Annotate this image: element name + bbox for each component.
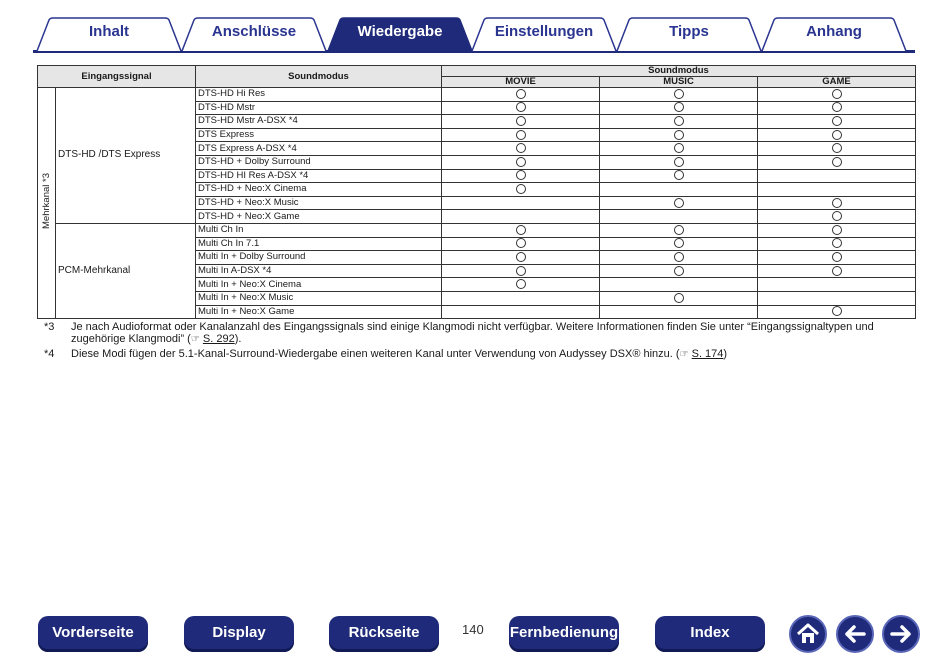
available-circle-icon bbox=[516, 279, 526, 289]
available-circle-icon bbox=[832, 266, 842, 276]
available-circle-icon bbox=[674, 266, 684, 276]
sound-mode-name: Multi In A-DSX *4 bbox=[196, 264, 442, 278]
home-button[interactable] bbox=[789, 615, 827, 653]
sound-mode-name: Multi In + Dolby Surround bbox=[196, 251, 442, 265]
availability-music bbox=[600, 142, 758, 156]
footnote-end: ). bbox=[234, 333, 242, 345]
available-circle-icon bbox=[674, 225, 684, 235]
footnote-4 bbox=[44, 348, 914, 361]
tab-anhang[interactable] bbox=[760, 17, 908, 51]
available-circle-icon bbox=[832, 306, 842, 316]
sound-mode-name: DTS-HD HI Res A-DSX *4 bbox=[196, 169, 442, 183]
availability-game bbox=[758, 169, 916, 183]
tab-bar bbox=[0, 0, 950, 56]
sound-mode-name: Multi Ch In bbox=[196, 223, 442, 237]
available-circle-icon bbox=[516, 238, 526, 248]
availability-music bbox=[600, 223, 758, 237]
footnote-text: Diese Modi fügen der 5.1-Kanal-Surround-Wiedergabe einen weiteren Kanal unter Verwendung von Audyssey DSX® hinzu. ( bbox=[71, 348, 680, 360]
input-signal-group: DTS-HD /DTS Express bbox=[56, 88, 196, 224]
availability-music bbox=[600, 237, 758, 251]
availability-music bbox=[600, 291, 758, 305]
back-button[interactable] bbox=[836, 615, 874, 653]
button-label: Index bbox=[690, 624, 730, 641]
available-circle-icon bbox=[516, 102, 526, 112]
availability-music bbox=[600, 115, 758, 129]
available-circle-icon bbox=[832, 211, 842, 221]
availability-movie bbox=[442, 183, 600, 197]
availability-game bbox=[758, 128, 916, 142]
page-reference-link[interactable]: S. 292 bbox=[202, 333, 235, 345]
available-circle-icon bbox=[516, 184, 526, 194]
sound-mode-name: DTS-HD + Neo:X Music bbox=[196, 196, 442, 210]
availability-music bbox=[600, 264, 758, 278]
availability-game bbox=[758, 196, 916, 210]
availability-movie bbox=[442, 223, 600, 237]
table-body bbox=[38, 88, 916, 319]
available-circle-icon bbox=[516, 266, 526, 276]
table-row bbox=[38, 223, 916, 237]
available-circle-icon bbox=[516, 143, 526, 153]
availability-music bbox=[600, 196, 758, 210]
sound-mode-name: Multi In + Neo:X Cinema bbox=[196, 278, 442, 292]
home-icon bbox=[795, 621, 821, 647]
pointing-hand-icon: ☞ bbox=[190, 334, 200, 345]
availability-movie bbox=[442, 291, 600, 305]
sound-mode-name: Multi In + Neo:X Music bbox=[196, 291, 442, 305]
sound-mode-name: DTS Express bbox=[196, 128, 442, 142]
available-circle-icon bbox=[674, 143, 684, 153]
pointing-hand-icon: ☞ bbox=[679, 349, 689, 360]
availability-movie bbox=[442, 251, 600, 265]
available-circle-icon bbox=[832, 143, 842, 153]
availability-movie bbox=[442, 264, 600, 278]
sound-mode-name: DTS-HD + Neo:X Cinema bbox=[196, 183, 442, 197]
availability-music bbox=[600, 155, 758, 169]
tab-label: Tipps bbox=[669, 23, 709, 40]
available-circle-icon bbox=[674, 157, 684, 167]
table-row bbox=[38, 88, 916, 102]
availability-music bbox=[600, 88, 758, 102]
button-label: Fernbedienung bbox=[509, 624, 619, 641]
available-circle-icon bbox=[832, 89, 842, 99]
tab-anschluesse[interactable] bbox=[180, 17, 328, 51]
button-label: Vorderseite bbox=[52, 624, 134, 641]
tab-label: Anschlüsse bbox=[211, 23, 297, 40]
header-eingangssignal: Eingangssignal bbox=[38, 66, 196, 88]
availability-movie bbox=[442, 169, 600, 183]
availability-game bbox=[758, 88, 916, 102]
availability-music bbox=[600, 128, 758, 142]
header-soundmodus: Soundmodus bbox=[196, 66, 442, 88]
sound-mode-name: Multi Ch In 7.1 bbox=[196, 237, 442, 251]
availability-movie bbox=[442, 196, 600, 210]
availability-game bbox=[758, 237, 916, 251]
available-circle-icon bbox=[674, 170, 684, 180]
header-music: MUSIC bbox=[600, 77, 758, 88]
availability-game bbox=[758, 291, 916, 305]
availability-game bbox=[758, 264, 916, 278]
available-circle-icon bbox=[674, 293, 684, 303]
availability-game bbox=[758, 183, 916, 197]
available-circle-icon bbox=[674, 102, 684, 112]
availability-game bbox=[758, 115, 916, 129]
available-circle-icon bbox=[674, 252, 684, 262]
forward-button[interactable] bbox=[882, 615, 920, 653]
availability-movie bbox=[442, 101, 600, 115]
availability-music bbox=[600, 278, 758, 292]
footnote-mark: *3 bbox=[44, 321, 55, 333]
side-label: Mehrkanal *3 bbox=[40, 173, 52, 230]
available-circle-icon bbox=[832, 102, 842, 112]
button-label: Rückseite bbox=[348, 624, 420, 641]
availability-game bbox=[758, 155, 916, 169]
available-circle-icon bbox=[832, 252, 842, 262]
side-label-cell bbox=[38, 88, 56, 319]
availability-movie bbox=[442, 278, 600, 292]
input-signal-group: PCM-Mehrkanal bbox=[56, 223, 196, 318]
arrow-left-icon bbox=[842, 621, 868, 647]
index-button[interactable] bbox=[655, 616, 765, 652]
vorderseite-button[interactable] bbox=[38, 616, 148, 652]
available-circle-icon bbox=[516, 130, 526, 140]
page-number: 140 bbox=[462, 622, 484, 637]
available-circle-icon bbox=[674, 130, 684, 140]
arrow-right-icon bbox=[888, 621, 914, 647]
sound-mode-name: DTS-HD + Neo:X Game bbox=[196, 210, 442, 224]
tab-einstellungen[interactable] bbox=[470, 17, 618, 51]
availability-movie bbox=[442, 88, 600, 102]
availability-movie bbox=[442, 142, 600, 156]
available-circle-icon bbox=[832, 130, 842, 140]
display-button[interactable] bbox=[184, 616, 294, 652]
availability-game bbox=[758, 223, 916, 237]
tab-label: Wiedergabe bbox=[357, 23, 443, 40]
availability-game bbox=[758, 101, 916, 115]
available-circle-icon bbox=[516, 252, 526, 262]
sound-mode-name: DTS-HD Mstr bbox=[196, 101, 442, 115]
availability-movie bbox=[442, 155, 600, 169]
sound-mode-name: Multi In + Neo:X Game bbox=[196, 305, 442, 319]
footnote-end: ) bbox=[723, 348, 728, 360]
available-circle-icon bbox=[516, 225, 526, 235]
fernbedienung-button[interactable] bbox=[509, 616, 619, 652]
available-circle-icon bbox=[674, 89, 684, 99]
tab-label: Anhang bbox=[806, 23, 862, 40]
sound-mode-name: DTS-HD Hi Res bbox=[196, 88, 442, 102]
availability-music bbox=[600, 169, 758, 183]
available-circle-icon bbox=[832, 238, 842, 248]
available-circle-icon bbox=[674, 116, 684, 126]
availability-movie bbox=[442, 305, 600, 319]
header-movie: MOVIE bbox=[442, 77, 600, 88]
availability-movie bbox=[442, 115, 600, 129]
availability-game bbox=[758, 251, 916, 265]
footnotes bbox=[44, 321, 914, 363]
header-game: GAME bbox=[758, 77, 916, 88]
availability-movie bbox=[442, 210, 600, 224]
tab-wiedergabe[interactable] bbox=[326, 17, 474, 51]
availability-game bbox=[758, 142, 916, 156]
page-reference-link[interactable]: S. 174 bbox=[691, 348, 724, 360]
footnote-3 bbox=[44, 321, 914, 346]
available-circle-icon bbox=[674, 198, 684, 208]
availability-music bbox=[600, 183, 758, 197]
available-circle-icon bbox=[832, 225, 842, 235]
sound-mode-name: DTS Express A-DSX *4 bbox=[196, 142, 442, 156]
footnote-text: Je nach Audioformat oder Kanalanzahl des Eingangssignals sind einige Klangmodi nicht verfügbar. Weitere Informationen finden Sie unter “Eingangssignaltypen und zugehörige Klangmodi” ( bbox=[71, 321, 874, 345]
availability-music bbox=[600, 305, 758, 319]
rueckseite-button[interactable] bbox=[329, 616, 439, 652]
sound-mode-name: DTS-HD + Dolby Surround bbox=[196, 155, 442, 169]
sound-mode-table bbox=[37, 65, 916, 319]
available-circle-icon bbox=[516, 89, 526, 99]
header-soundmodus-group: Soundmodus bbox=[442, 66, 916, 77]
tab-label: Einstellungen bbox=[494, 23, 594, 40]
availability-movie bbox=[442, 237, 600, 251]
availability-music bbox=[600, 251, 758, 265]
available-circle-icon bbox=[516, 157, 526, 167]
sound-mode-name: DTS-HD Mstr A-DSX *4 bbox=[196, 115, 442, 129]
tab-inhalt[interactable] bbox=[35, 17, 183, 51]
available-circle-icon bbox=[832, 198, 842, 208]
available-circle-icon bbox=[516, 116, 526, 126]
footnote-mark: *4 bbox=[44, 348, 55, 360]
availability-game bbox=[758, 305, 916, 319]
available-circle-icon bbox=[832, 116, 842, 126]
availability-music bbox=[600, 210, 758, 224]
tab-tipps[interactable] bbox=[615, 17, 763, 51]
availability-music bbox=[600, 101, 758, 115]
available-circle-icon bbox=[674, 238, 684, 248]
availability-game bbox=[758, 278, 916, 292]
availability-game bbox=[758, 210, 916, 224]
available-circle-icon bbox=[516, 170, 526, 180]
button-label: Display bbox=[212, 624, 266, 641]
available-circle-icon bbox=[832, 157, 842, 167]
tab-label: Inhalt bbox=[89, 23, 129, 40]
availability-movie bbox=[442, 128, 600, 142]
